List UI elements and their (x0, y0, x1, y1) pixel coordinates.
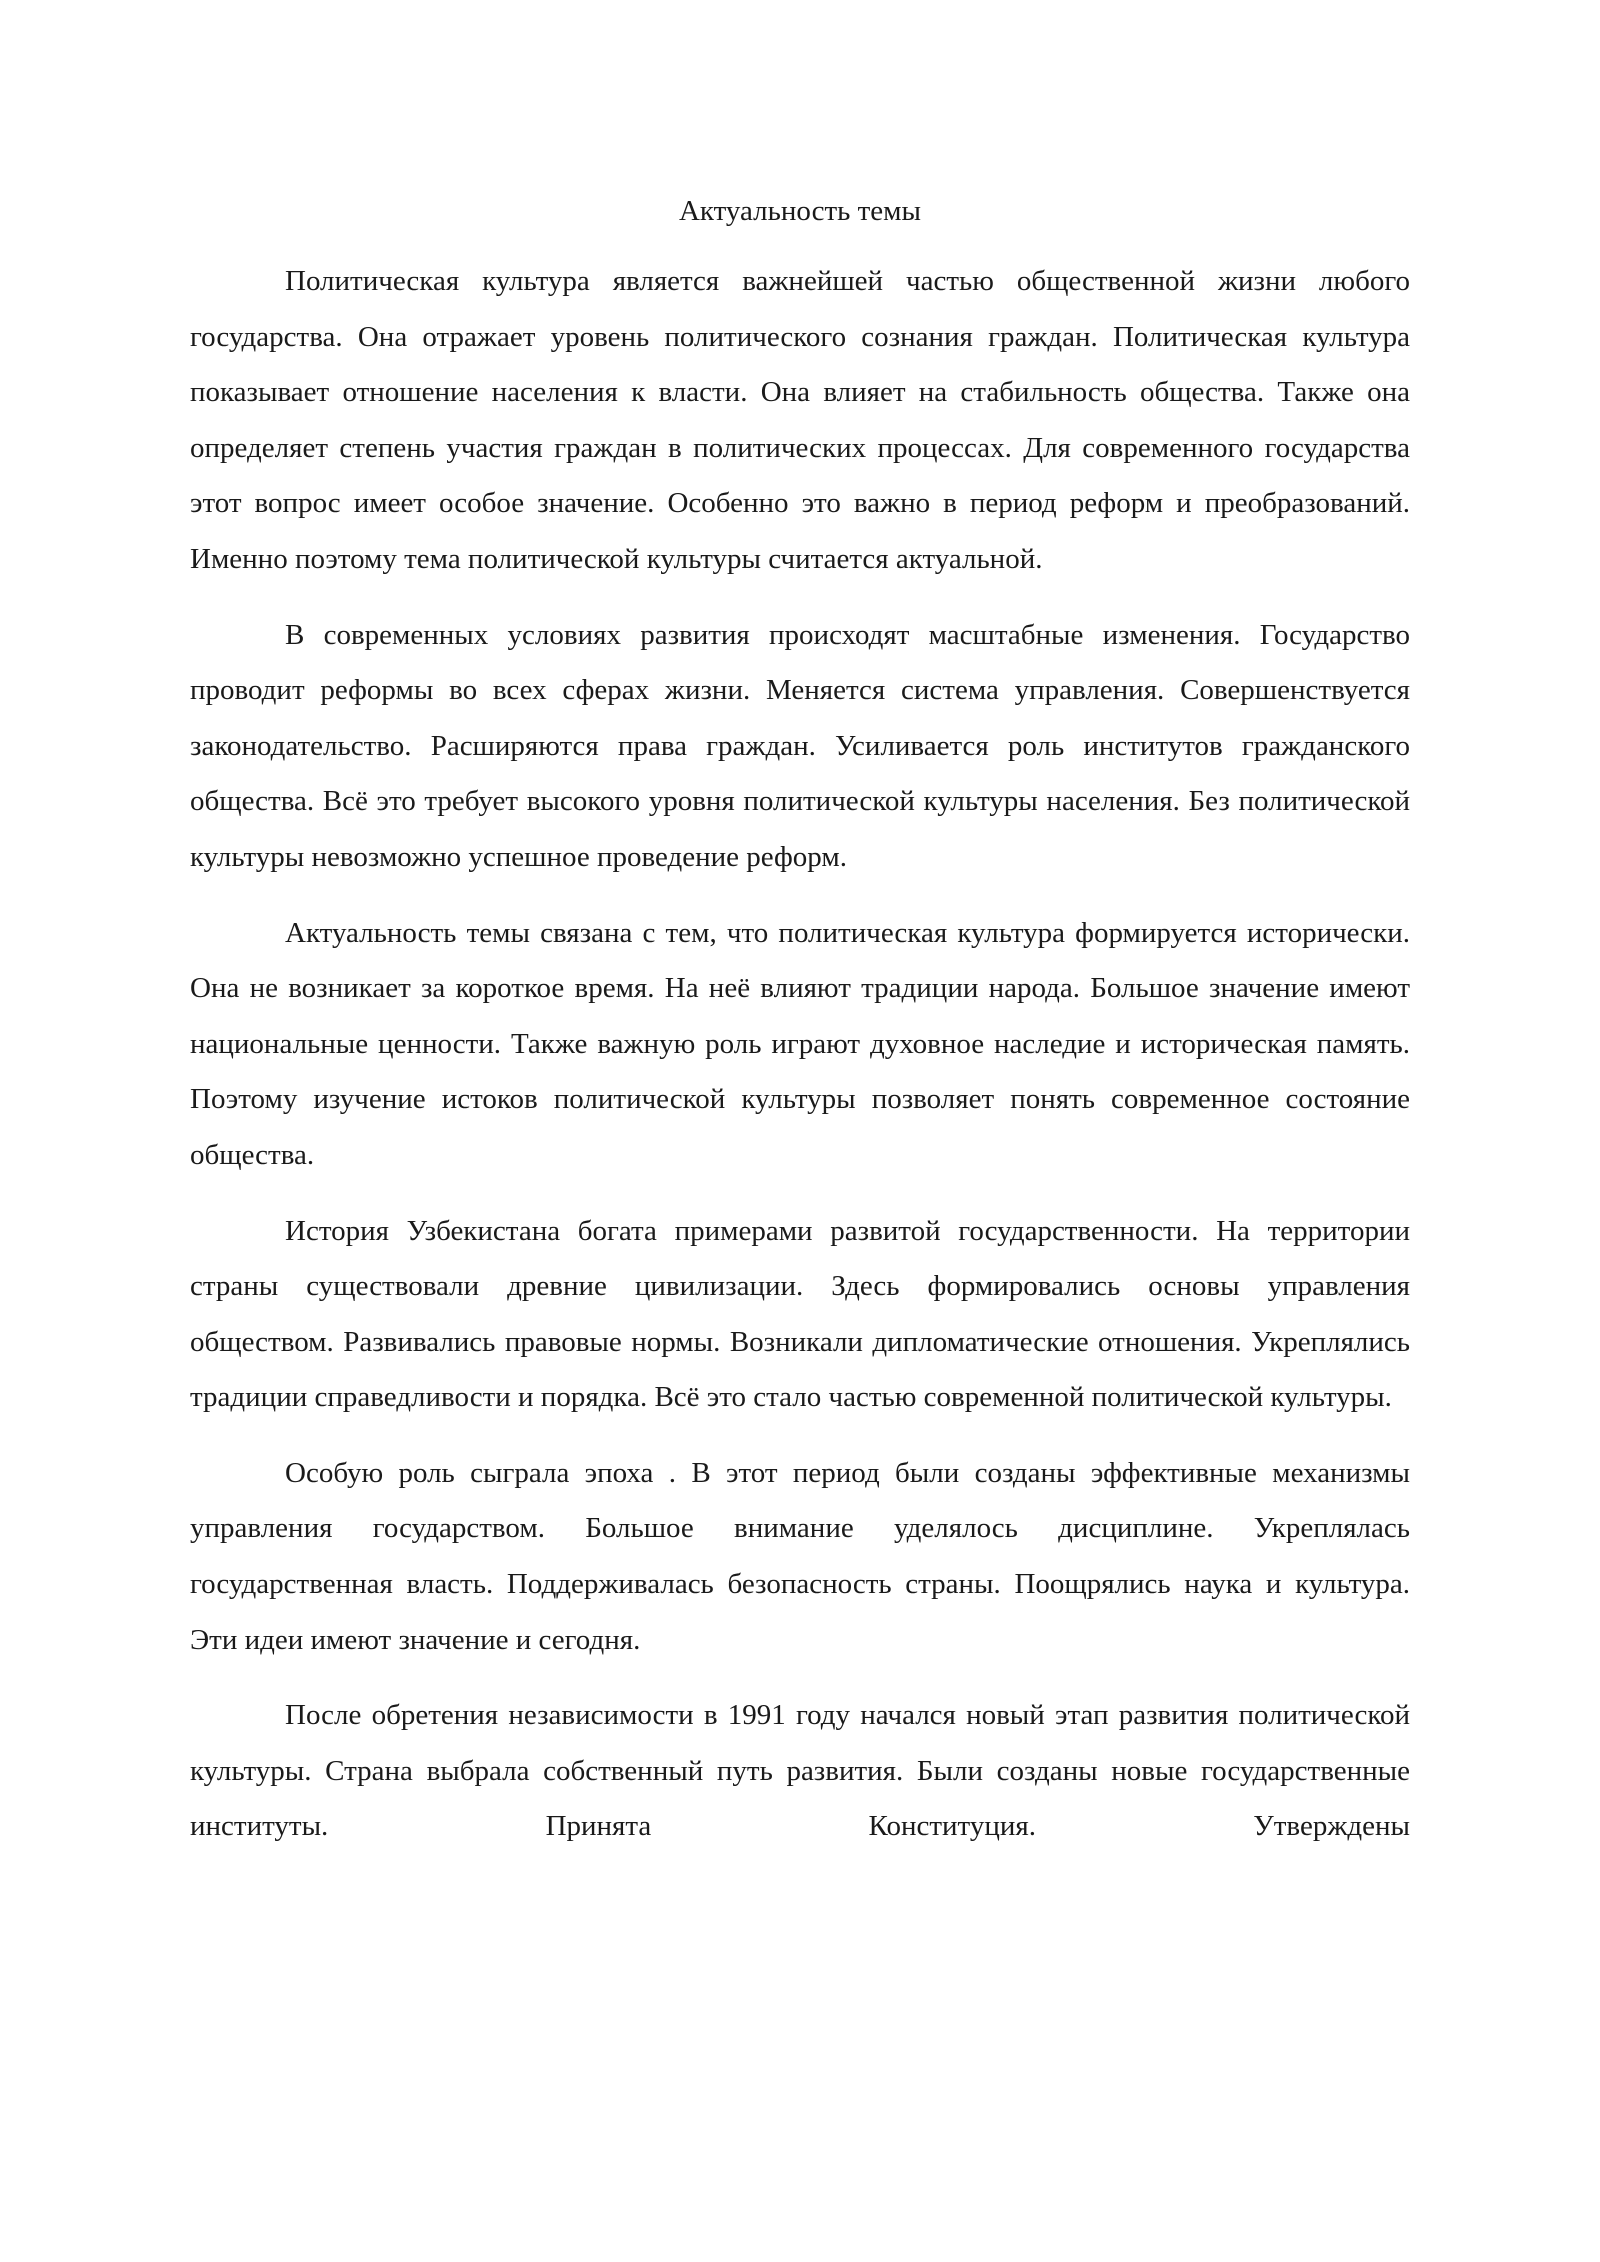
paragraph-historical-formation: Актуальность темы связана с тем, что политическая культура формируется исторически. Она не возникает за короткое время. На неё влияют традиции народа. Большое значение имеют национальные ценности. Также важную роль играют духовное наследие и историческая память. Поэтому изучение истоков политической культуры позволяет понять современное состояние общества. (190, 916, 1410, 1171)
paragraph-independence: После обретения независимости в 1991 году начался новый этап развития политической культуры. Страна выбрала собственный путь развития. Были созданы новые государственные институты. Принята Конституция. Утверждены (190, 1699, 1410, 1843)
paragraph-special-epoch: Особую роль сыграла эпоха . В этот период были созданы эффективные механизмы управления государством. Большое внимание уделялось дисциплине. Укреплялась государственная власть. Поддерживалась безопасность страны. Поощрялись наука и культура. Эти идеи имеют значение и сегодня. (190, 1456, 1410, 1656)
document-page (190, 188, 1410, 1855)
paragraph-modern-conditions: В современных условиях развития происходят масштабные изменения. Государство проводит реформы во всех сферах жизни. Меняется система управления. Совершенствуется законодательство. Расширяются права граждан. Усиливается роль институтов гражданского общества. Всё это требует высокого уровня политической культуры населения. Без политической культуры невозможно успешное проведение реформ. (190, 618, 1410, 873)
paragraph-uzbekistan-history: История Узбекистана богата примерами развитой государственности. На территории страны существовали древние цивилизации. Здесь формировались основы управления обществом. Развивались правовые нормы. Возникали дипломатические отношения. Укреплялись традиции справедливости и порядка. Всё это стало частью современной политической культуры. (190, 1214, 1410, 1414)
paragraph-relevance: Политическая культура является важнейшей частью общественной жизни любого государства. Она отражает уровень политического сознания граждан. Политическая культура показывает отношение населения к власти. Она влияет на стабильность общества. Также она определяет степень участия граждан в политических процессах. Для современного государства этот вопрос имеет особое значение. Особенно это важно в период реформ и преобразований. Именно поэтому тема политической культуры считается актуальной. (190, 265, 1410, 575)
document-title: Актуальность темы (678, 195, 922, 227)
